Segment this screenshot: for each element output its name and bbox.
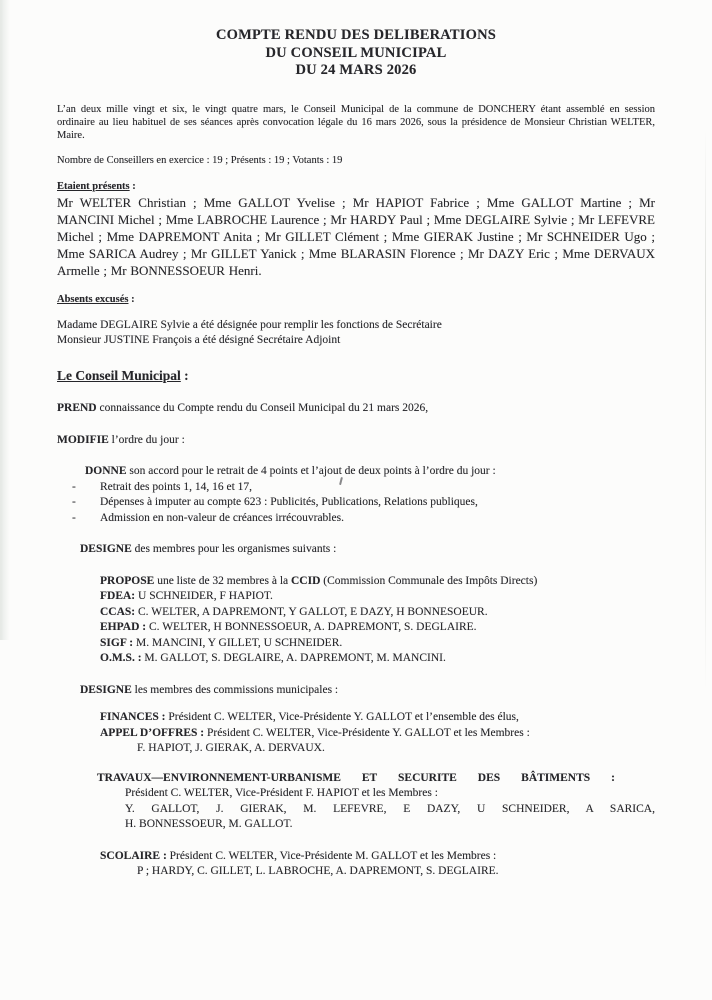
donne-item-3: Admission en non-valeur de créances irrécouvrables. — [100, 511, 344, 524]
organisme-oms-members: M. GALLOT, S. DEGLAIRE, A. DAPREMONT, M. MANCINI. — [141, 652, 446, 665]
commission-appel-offres-members: F. HAPIOT, J. GIERAK, A. DERVAUX. — [137, 742, 325, 755]
title-line-2: DU CONSEIL MUNICIPAL — [265, 44, 447, 61]
organisme-ccas-members: C. WELTER, A DAPREMONT, Y GALLOT, E DAZY, H BONNESOEUR. — [135, 605, 488, 618]
action-modifie — [57, 433, 655, 449]
secretary-designations — [57, 318, 655, 348]
organisme-fdea-label: FDEA: — [100, 590, 136, 603]
organisme-ccas-label: CCAS: — [100, 605, 136, 618]
commission-scolaire-members: P ; HARDY, C. GILLET, L. LABROCHE, A. DAPREMONT, S. DEGLAIRE. — [137, 865, 499, 878]
commission-finances-appel — [100, 710, 655, 757]
action-prend — [57, 401, 655, 417]
commission-travaux-line1: Président C. WELTER, Vice-Président F. HAPIOT et les Membres : — [125, 787, 438, 800]
donne-item-2: Dépenses à imputer au compte 623 : Publicités, Publications, Relations publiques, — [100, 496, 478, 509]
organisme-ehpad-members: C. WELTER, H BONNESSOEUR, A. DAPREMONT, S. DEGLAIRE. — [146, 621, 477, 634]
presents-heading — [57, 181, 655, 192]
commission-travaux-label: TRAVAUX—ENVIRONNEMENT-URBANISME ET SECURITE DES BÂTIMENTS : — [97, 771, 615, 784]
action-donne-keyword: DONNE — [85, 465, 127, 478]
scan-edge-left — [0, 0, 10, 640]
commission-appel-offres-label: APPEL D’OFFRES : — [100, 726, 205, 739]
bullet-dash-marker: - — [72, 496, 76, 509]
commission-scolaire-text: Président C. WELTER, Vice-Présidente M. GALLOT et les Membres : — [166, 849, 497, 862]
commission-travaux-line2: Y. GALLOT, J. GIERAK, M. LEFEVRE, E DAZY, U SCHNEIDER, A SARICA, — [125, 802, 655, 815]
secretary-line-2: Monsieur JUSTINE François a été désigné Secrétaire Adjoint — [57, 334, 341, 347]
donne-bullet-item — [72, 511, 655, 527]
commission-scolaire-label: SCOLAIRE : — [100, 849, 167, 862]
presents-heading-text: Etaient présents — [57, 181, 130, 193]
propose-line — [100, 574, 655, 590]
propose-text-before: une liste de 32 membres à la — [154, 574, 291, 587]
organisme-ehpad — [100, 620, 655, 636]
title-line-3: DU 24 MARS 2026 — [295, 62, 417, 78]
designe-organismes-keyword: DESIGNE — [80, 543, 132, 556]
organisme-fdea-members: U SCHNEIDER, F HAPIOT. — [135, 590, 273, 603]
presents-list: Mr WELTER Christian ; Mme GALLOT Yvelise ; Mr HAPIOT Fabrice ; Mme GALLOT Martine ; Mr MANCINI Michel ; Mme LABROCHE Laurence ; Mr HARDY Paul ; Mme DEGLAIRE Sylvie ; Mr LEFEVRE Michel ; Mme DAPREMONT Anita ; Mr GILLET Clément ; Mme GIERAK Justine ; Mr SCHNEIDER Ugo ; Mme SARICA Audrey ; Mr GILLET Yanick ; Mme BLARASIN Florence ; Mr DAZY Eric ; Mme DERVAUX Armelle ; Mr BONNESSOEUR Henri. — [57, 195, 655, 279]
organisme-oms — [100, 651, 655, 667]
organisme-fdea — [100, 589, 655, 605]
propose-acronym-ccid: CCID — [291, 574, 321, 587]
secretary-line-1: Madame DEGLAIRE Sylvie a été désignée pour remplir les fonctions de Secrétaire — [57, 319, 442, 332]
commission-travaux — [57, 771, 655, 833]
session-intro-paragraph: L’an deux mille vingt et six, le vingt quatre mars, le Conseil Municipal de la commune de DONCHERY étant assemblé en session ordinaire au lieu habituel de ses séances après convocation légale du 16 mars 2026, sous la présidence de Monsieur Christian WELTER, Maire. — [57, 103, 655, 141]
commission-scolaire — [100, 849, 655, 880]
organisme-sigf-members: M. MANCINI, Y GILLET, U SCHNEIDER. — [133, 636, 343, 649]
action-donne-block — [57, 464, 655, 526]
absents-heading — [57, 294, 655, 305]
organisme-sigf — [100, 636, 655, 652]
action-designe-commissions — [80, 683, 655, 699]
action-prend-keyword: PREND — [57, 402, 97, 415]
commission-finances — [100, 710, 655, 726]
commission-travaux-line3: H. BONNESSOEUR, M. GALLOT. — [125, 818, 293, 831]
action-modifie-text: l’ordre du jour : — [108, 433, 185, 446]
title-line-1: COMPTE RENDU DES DELIBERATIONS — [215, 27, 497, 43]
bullet-dash-marker: - — [72, 480, 76, 493]
absents-heading-text: Absents excusés — [57, 294, 129, 306]
action-donne — [85, 464, 655, 480]
organismes-block — [100, 574, 655, 667]
commission-finances-label: FINANCES : — [100, 711, 166, 724]
organisme-ccas — [100, 605, 655, 621]
propose-text-after: (Commission Communale des Impôts Directs) — [320, 574, 538, 587]
action-modifie-keyword: MODIFIE — [57, 433, 109, 446]
designe-commissions-keyword: DESIGNE — [80, 683, 132, 696]
commission-finances-text: Président C. WELTER, Vice-Présidente Y. GALLOT et l’ensemble des élus, — [165, 711, 519, 724]
designe-commissions-text: les membres des commissions municipales : — [131, 683, 339, 696]
scan-edge-right — [705, 130, 706, 690]
donne-bullet-item — [72, 495, 655, 511]
action-donne-text: son accord pour le retrait de 4 points et l’ajout de deux points à l’ordre du jour : — [126, 465, 496, 478]
action-designe-organismes — [80, 542, 655, 558]
presents-heading-colon: : — [129, 181, 136, 193]
commission-appel-offres — [100, 726, 655, 742]
commission-appel-offres-text: Président C. WELTER, Vice-Présidente Y. GALLOT et les Membres : — [204, 726, 530, 739]
commission-scolaire-line — [100, 849, 655, 865]
organisme-sigf-label: SIGF : — [100, 636, 134, 649]
donne-bullet-item — [72, 480, 655, 496]
bullet-dash-marker: - — [72, 511, 76, 524]
document-title — [57, 27, 655, 80]
organisme-oms-label: O.M.S. : — [100, 652, 142, 665]
council-heading-text: Le Conseil Municipal — [57, 368, 181, 384]
organisme-ehpad-label: EHPAD : — [100, 621, 147, 634]
action-prend-text: connaissance du Compte rendu du Conseil Municipal du 21 mars 2026, — [96, 402, 429, 415]
counselors-counts-line: Nombre de Conseillers en exercice : 19 ; Présents : 19 ; Votants : 19 — [57, 155, 343, 167]
propose-keyword: PROPOSE — [100, 574, 155, 587]
absents-heading-colon: : — [128, 294, 135, 306]
donne-item-1: Retrait des points 1, 14, 16 et 17, — [100, 480, 253, 493]
designe-organismes-text: des membres pour les organismes suivants : — [131, 543, 337, 556]
council-section-heading — [57, 368, 189, 384]
council-heading-colon: : — [180, 368, 189, 384]
